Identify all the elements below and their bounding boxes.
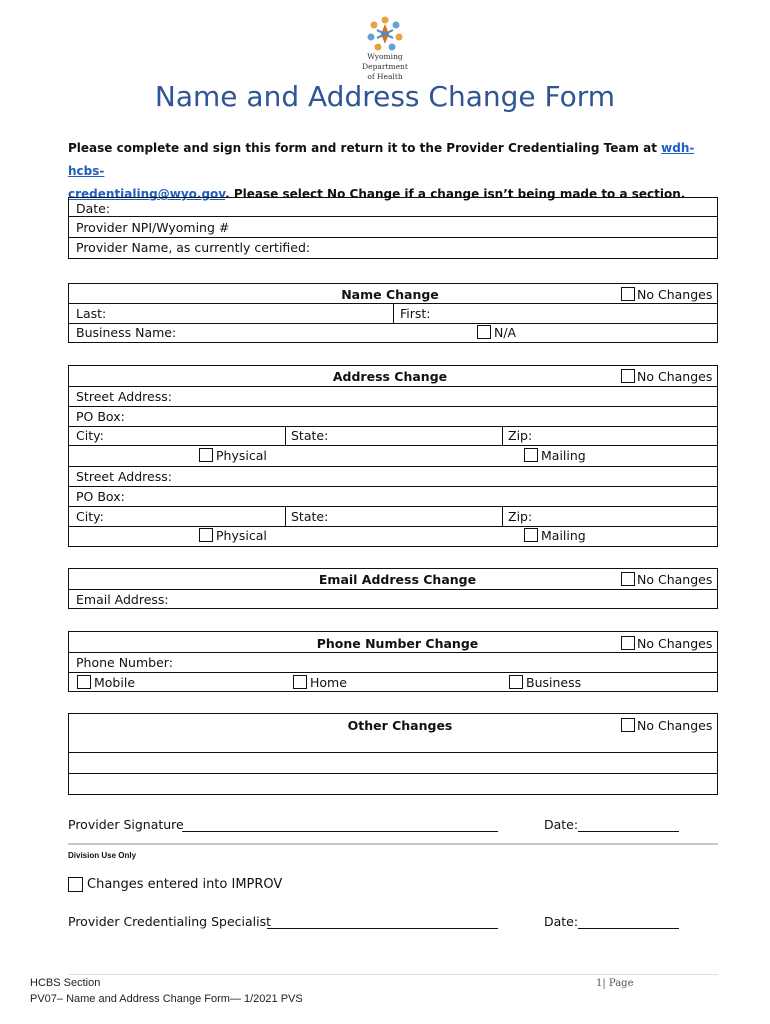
provider-signature-label: Provider Signature (68, 817, 184, 832)
signature-date-line[interactable] (578, 831, 679, 832)
no-changes-label: No Changes (637, 636, 713, 651)
division-date-label: Date: (544, 914, 579, 929)
no-changes-label: No Changes (637, 718, 713, 733)
mailing-checkbox[interactable] (524, 528, 538, 542)
provider-signature-line[interactable] (182, 831, 498, 832)
division-use-only-label: Division Use Only (68, 851, 137, 860)
other-no-changes-checkbox[interactable] (621, 718, 635, 732)
specialist-signature-line[interactable] (267, 928, 498, 929)
mailing-checkbox[interactable] (524, 448, 538, 462)
improv-label: Changes entered into IMPROV (87, 877, 283, 892)
page-label: | Page (602, 978, 634, 989)
email-no-changes-checkbox[interactable] (621, 572, 635, 586)
divider (68, 752, 718, 753)
city-label: City: (76, 428, 104, 443)
physical-checkbox[interactable] (199, 448, 213, 462)
other-changes-heading: Other Changes (347, 718, 453, 733)
footer-section: HCBS Section (30, 977, 101, 989)
intro-paragraph (68, 137, 718, 206)
mailing-label: Mailing (541, 448, 586, 463)
provider-name-label: Provider Name, as currently certified: (76, 240, 311, 255)
divider (68, 652, 718, 653)
state-label: State: (291, 509, 329, 524)
business-name-label: Business Name: (76, 325, 177, 340)
divider (68, 406, 718, 407)
divider (68, 426, 718, 427)
divider (68, 466, 718, 467)
divider (68, 526, 718, 527)
logo-emblem-icon (365, 14, 405, 54)
home-checkbox[interactable] (293, 675, 307, 689)
state-label: State: (291, 428, 329, 443)
phone-number-label: Phone Number: (76, 655, 173, 670)
divider (68, 672, 718, 673)
divider (502, 426, 503, 445)
provider-npi-label: Provider NPI/Wyoming # (76, 220, 230, 235)
intro-text-1: Please complete and sign this form and return it to the Provider Credentialing Team at (68, 141, 662, 155)
mailing-label: Mailing (541, 528, 586, 543)
home-label: Home (310, 675, 347, 690)
divider (68, 773, 718, 774)
divider (68, 589, 718, 590)
logo-line-1: Wyoming (367, 52, 403, 61)
name-no-changes-checkbox[interactable] (621, 287, 635, 301)
divider (68, 486, 718, 487)
street-address-label: Street Address: (76, 389, 172, 404)
page-number (596, 978, 633, 989)
divider (68, 386, 718, 387)
no-changes-label: No Changes (637, 287, 713, 302)
phone-change-heading: Phone Number Change (316, 636, 479, 651)
na-label: N/A (494, 325, 517, 340)
mobile-checkbox[interactable] (77, 675, 91, 689)
credentialing-specialist-label: Provider Credentialing Specialist (68, 914, 272, 929)
footer-divider (68, 974, 718, 975)
email-address-label: Email Address: (76, 592, 169, 607)
divider (68, 237, 718, 238)
business-label: Business (526, 675, 582, 690)
division-divider (68, 843, 718, 845)
divider (502, 506, 503, 526)
divider (285, 426, 286, 445)
phone-no-changes-checkbox[interactable] (621, 636, 635, 650)
po-box-label: PO Box: (76, 489, 125, 504)
business-checkbox[interactable] (509, 675, 523, 689)
divider (68, 506, 718, 507)
page-number-value: 1 (596, 978, 603, 989)
first-name-label: First: (400, 306, 431, 321)
street-address-label: Street Address: (76, 469, 172, 484)
zip-label: Zip: (508, 509, 533, 524)
zip-label: Zip: (508, 428, 533, 443)
no-changes-label: No Changes (637, 369, 713, 384)
divider (285, 506, 286, 526)
logo-line-2: Department (362, 62, 408, 71)
name-change-heading: Name Change (341, 287, 439, 302)
address-no-changes-checkbox[interactable] (621, 369, 635, 383)
physical-label: Physical (216, 448, 267, 463)
physical-checkbox[interactable] (199, 528, 213, 542)
city-label: City: (76, 509, 104, 524)
email-link[interactable]: wdh-hcbs- credentialing@wyo.gov (68, 141, 695, 201)
signature-date-label: Date: (544, 817, 579, 832)
divider (393, 303, 394, 323)
division-date-line[interactable] (578, 928, 679, 929)
email-change-heading: Email Address Change (318, 572, 477, 587)
po-box-label: PO Box: (76, 409, 125, 424)
physical-label: Physical (216, 528, 267, 543)
na-checkbox[interactable] (477, 325, 491, 339)
divider (68, 445, 718, 446)
page-title: Name and Address Change Form (154, 80, 616, 113)
mobile-label: Mobile (94, 675, 136, 690)
improv-checkbox[interactable] (68, 877, 83, 892)
address-change-heading: Address Change (332, 369, 448, 384)
department-logo (355, 14, 415, 84)
date-label: Date: (76, 201, 111, 216)
divider (68, 216, 718, 217)
footer-form-id: PV07– Name and Address Change Form— 1/2021 PVS (30, 993, 303, 1005)
last-name-label: Last: (76, 306, 107, 321)
intro-text-2: . Please select No Change if a change isn’t being made to a section. (225, 187, 686, 201)
no-changes-label: No Changes (637, 572, 713, 587)
logo-line-3: of Health (367, 72, 403, 81)
divider (68, 323, 718, 324)
